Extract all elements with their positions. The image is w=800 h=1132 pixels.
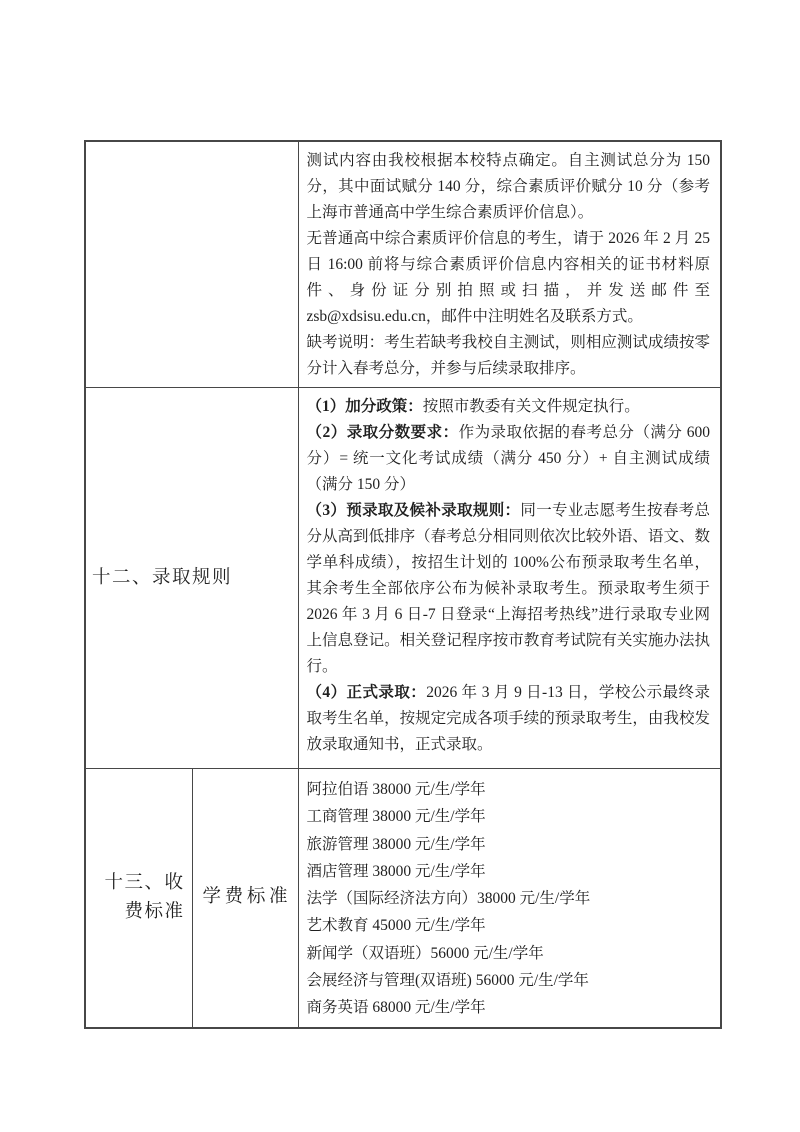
rule-item-formal-admission [307, 680, 711, 758]
rule-item-lead: （2）录取分数要求： [306, 424, 459, 441]
test-content-cell [298, 141, 721, 388]
rule-item-lead: （1）加分政策： [306, 398, 423, 415]
rule-item-lead: （3）预录取及候补录取规则： [306, 502, 521, 519]
rule-item-text: 同一专业志愿考生按春考总分从高到低排序（春考总分相同则依次比较外语、语文、数学单科成绩），按招生计划的 100%公布预录取考生名单，其余考生全部依序公布为候补录取考生。预录取考生须于 2026 年 3 月 6 日-7 日登录“上海招考热线”进行录取专业网上信息登记。相关登记程序按市教育考试院有关实施办法执行。 [306, 502, 710, 675]
fee-line-business-english: 商务英语 68000 元/生/学年 [306, 999, 486, 1017]
admission-rules-label-cell [85, 388, 298, 769]
row-label-admission-rules: 十二、录取规则 [92, 567, 233, 588]
fee-line-law: 法学（国际经济法方向）38000 元/生/学年 [306, 890, 591, 908]
rule-item-bonus-policy [307, 394, 711, 420]
fee-line-arabic: 阿拉伯语 38000 元/生/学年 [306, 781, 486, 798]
fee-line-hotel: 酒店管理 38000 元/生/学年 [306, 862, 486, 880]
admission-rules-content-cell [298, 388, 721, 769]
fee-line-art-education: 艺术教育 45000 元/生/学年 [306, 917, 486, 935]
test-paragraph-absence: 缺考说明：考生若缺考我校自主测试，则相应测试成绩按零分计入春考总分，并参与后续录取排序。 [306, 334, 710, 377]
tuition-fees-cell [298, 769, 721, 1028]
fee-line-journalism: 新闻学（双语班）56000 元/生/学年 [306, 944, 544, 962]
rule-item-text: 作为录取依据的春考总分（满分 600 分）= 统一文化考试成绩（满分 450 分）+ 自主测试成绩（满分 150 分） [306, 424, 710, 493]
row-label-fee-standard: 十三、收费标准 [104, 872, 185, 922]
sublabel-tuition-standard: 学费标准 [202, 887, 288, 908]
table-row-test-content [85, 141, 721, 388]
admissions-table [84, 140, 722, 1029]
test-paragraph-scoring: 测试内容由我校根据本校特点确定。自主测试总分为 150 分，其中面试赋分 140 分，综合素质评价赋分 10 分（参考上海市普通高中学生综合素质评价信息）。 [306, 152, 710, 221]
rule-item-text: 2026 年 3 月 9 日-13 日，学校公示最终录取考生名单，按规定完成各项手续的预录取考生，由我校发放录取通知书，正式录取。 [306, 684, 710, 753]
rule-item-lead: （4）正式录取： [306, 684, 427, 701]
rule-item-text: 按照市教委有关文件规定执行。 [422, 398, 640, 415]
tuition-sublabel-cell [192, 769, 298, 1028]
rule-item-pre-admission [307, 498, 711, 680]
table-row-admission-rules [85, 388, 721, 769]
table-row-fee-standard [85, 769, 721, 1028]
fee-line-business-admin: 工商管理 38000 元/生/学年 [306, 808, 486, 826]
rule-item-score-requirement [307, 420, 711, 498]
row-label-cell-empty [85, 141, 298, 388]
fee-line-convention-economy: 会展经济与管理(双语班) 56000 元/生/学年 [306, 972, 589, 990]
fee-standard-label-cell [85, 769, 192, 1028]
test-paragraph-materials: 无普通高中综合素质评价信息的考生，请于 2026 年 2 月 25 日 16:00 前将与综合素质评价信息内容相关的证书材料原件、身份证分别拍照或扫描，并发送邮件至 zsb@xdsisu.edu.cn，邮件中注明姓名及联系方式。 [306, 230, 710, 325]
fee-line-tourism: 旅游管理 38000 元/生/学年 [306, 835, 486, 853]
